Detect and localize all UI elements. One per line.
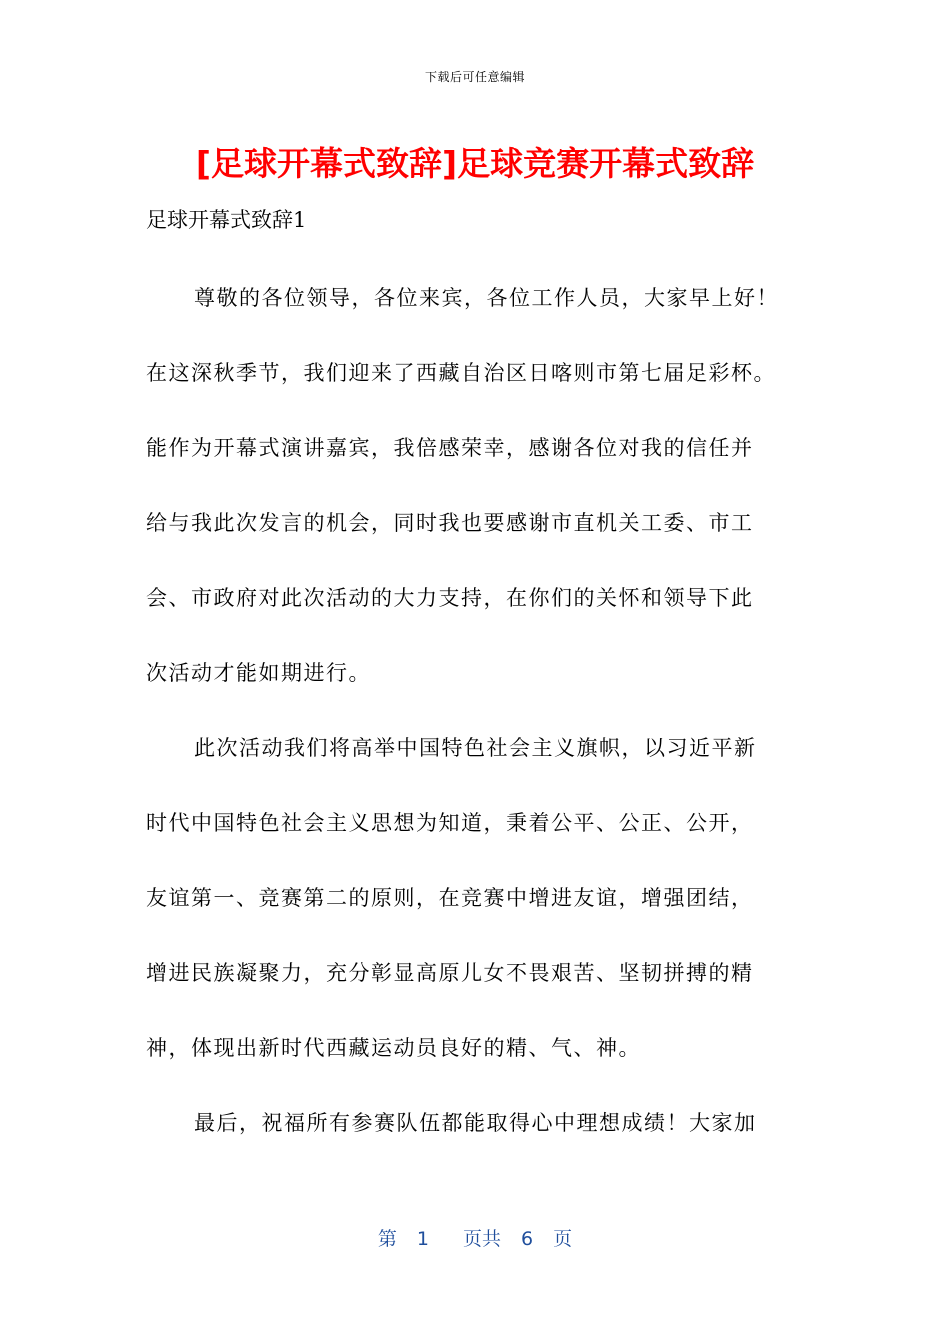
footer-suffix: 页 (553, 1228, 573, 1250)
paragraph-line: 次活动才能如期进行。 (146, 661, 371, 685)
footer-current-page: 1 (416, 1228, 429, 1250)
paragraph-line: 在这深秋季节，我们迎来了西藏自治区日喀则市第七届足彩杯。 (146, 361, 776, 385)
page-footer (0, 1225, 950, 1253)
paragraph-line: 时代中国特色社会主义思想为知道，秉着公平、公正、公开， (146, 811, 754, 835)
section-subheading: 足球开幕式致辞1 (146, 208, 307, 232)
paragraph-line: 给与我此次发言的机会，同时我也要感谢市直机关工委、市工 (146, 511, 754, 535)
paragraph-line: 尊敬的各位领导，各位来宾，各位工作人员，大家早上好！ (194, 286, 779, 310)
header-note: 下载后可任意编辑 (424, 70, 525, 84)
paragraph-line: 最后，祝福所有参赛队伍都能取得心中理想成绩！大家加 (194, 1111, 757, 1135)
paragraph-line: 增进民族凝聚力，充分彰显高原儿女不畏艰苦、坚韧拼搏的精 (146, 961, 754, 985)
paragraph-line: 友谊第一、竞赛第二的原则，在竞赛中增进友谊，增强团结， (146, 886, 754, 910)
footer-middle: 页共 (462, 1228, 501, 1250)
footer-prefix: 第 (377, 1228, 397, 1250)
paragraph-line: 能作为开幕式演讲嘉宾，我倍感荣幸，感谢各位对我的信任并 (146, 436, 754, 460)
paragraph-line: 神，体现出新时代西藏运动员良好的精、气、神。 (146, 1036, 641, 1060)
document-title: [足球开幕式致辞]足球竞赛开幕式致辞 (195, 144, 755, 183)
paragraph-line: 此次活动我们将高举中国特色社会主义旗帜，以习近平新 (194, 736, 757, 760)
body-text (146, 278, 808, 1178)
footer-total-pages: 6 (521, 1228, 534, 1250)
paragraph-line: 会、市政府对此次活动的大力支持，在你们的关怀和领导下此 (146, 586, 754, 610)
